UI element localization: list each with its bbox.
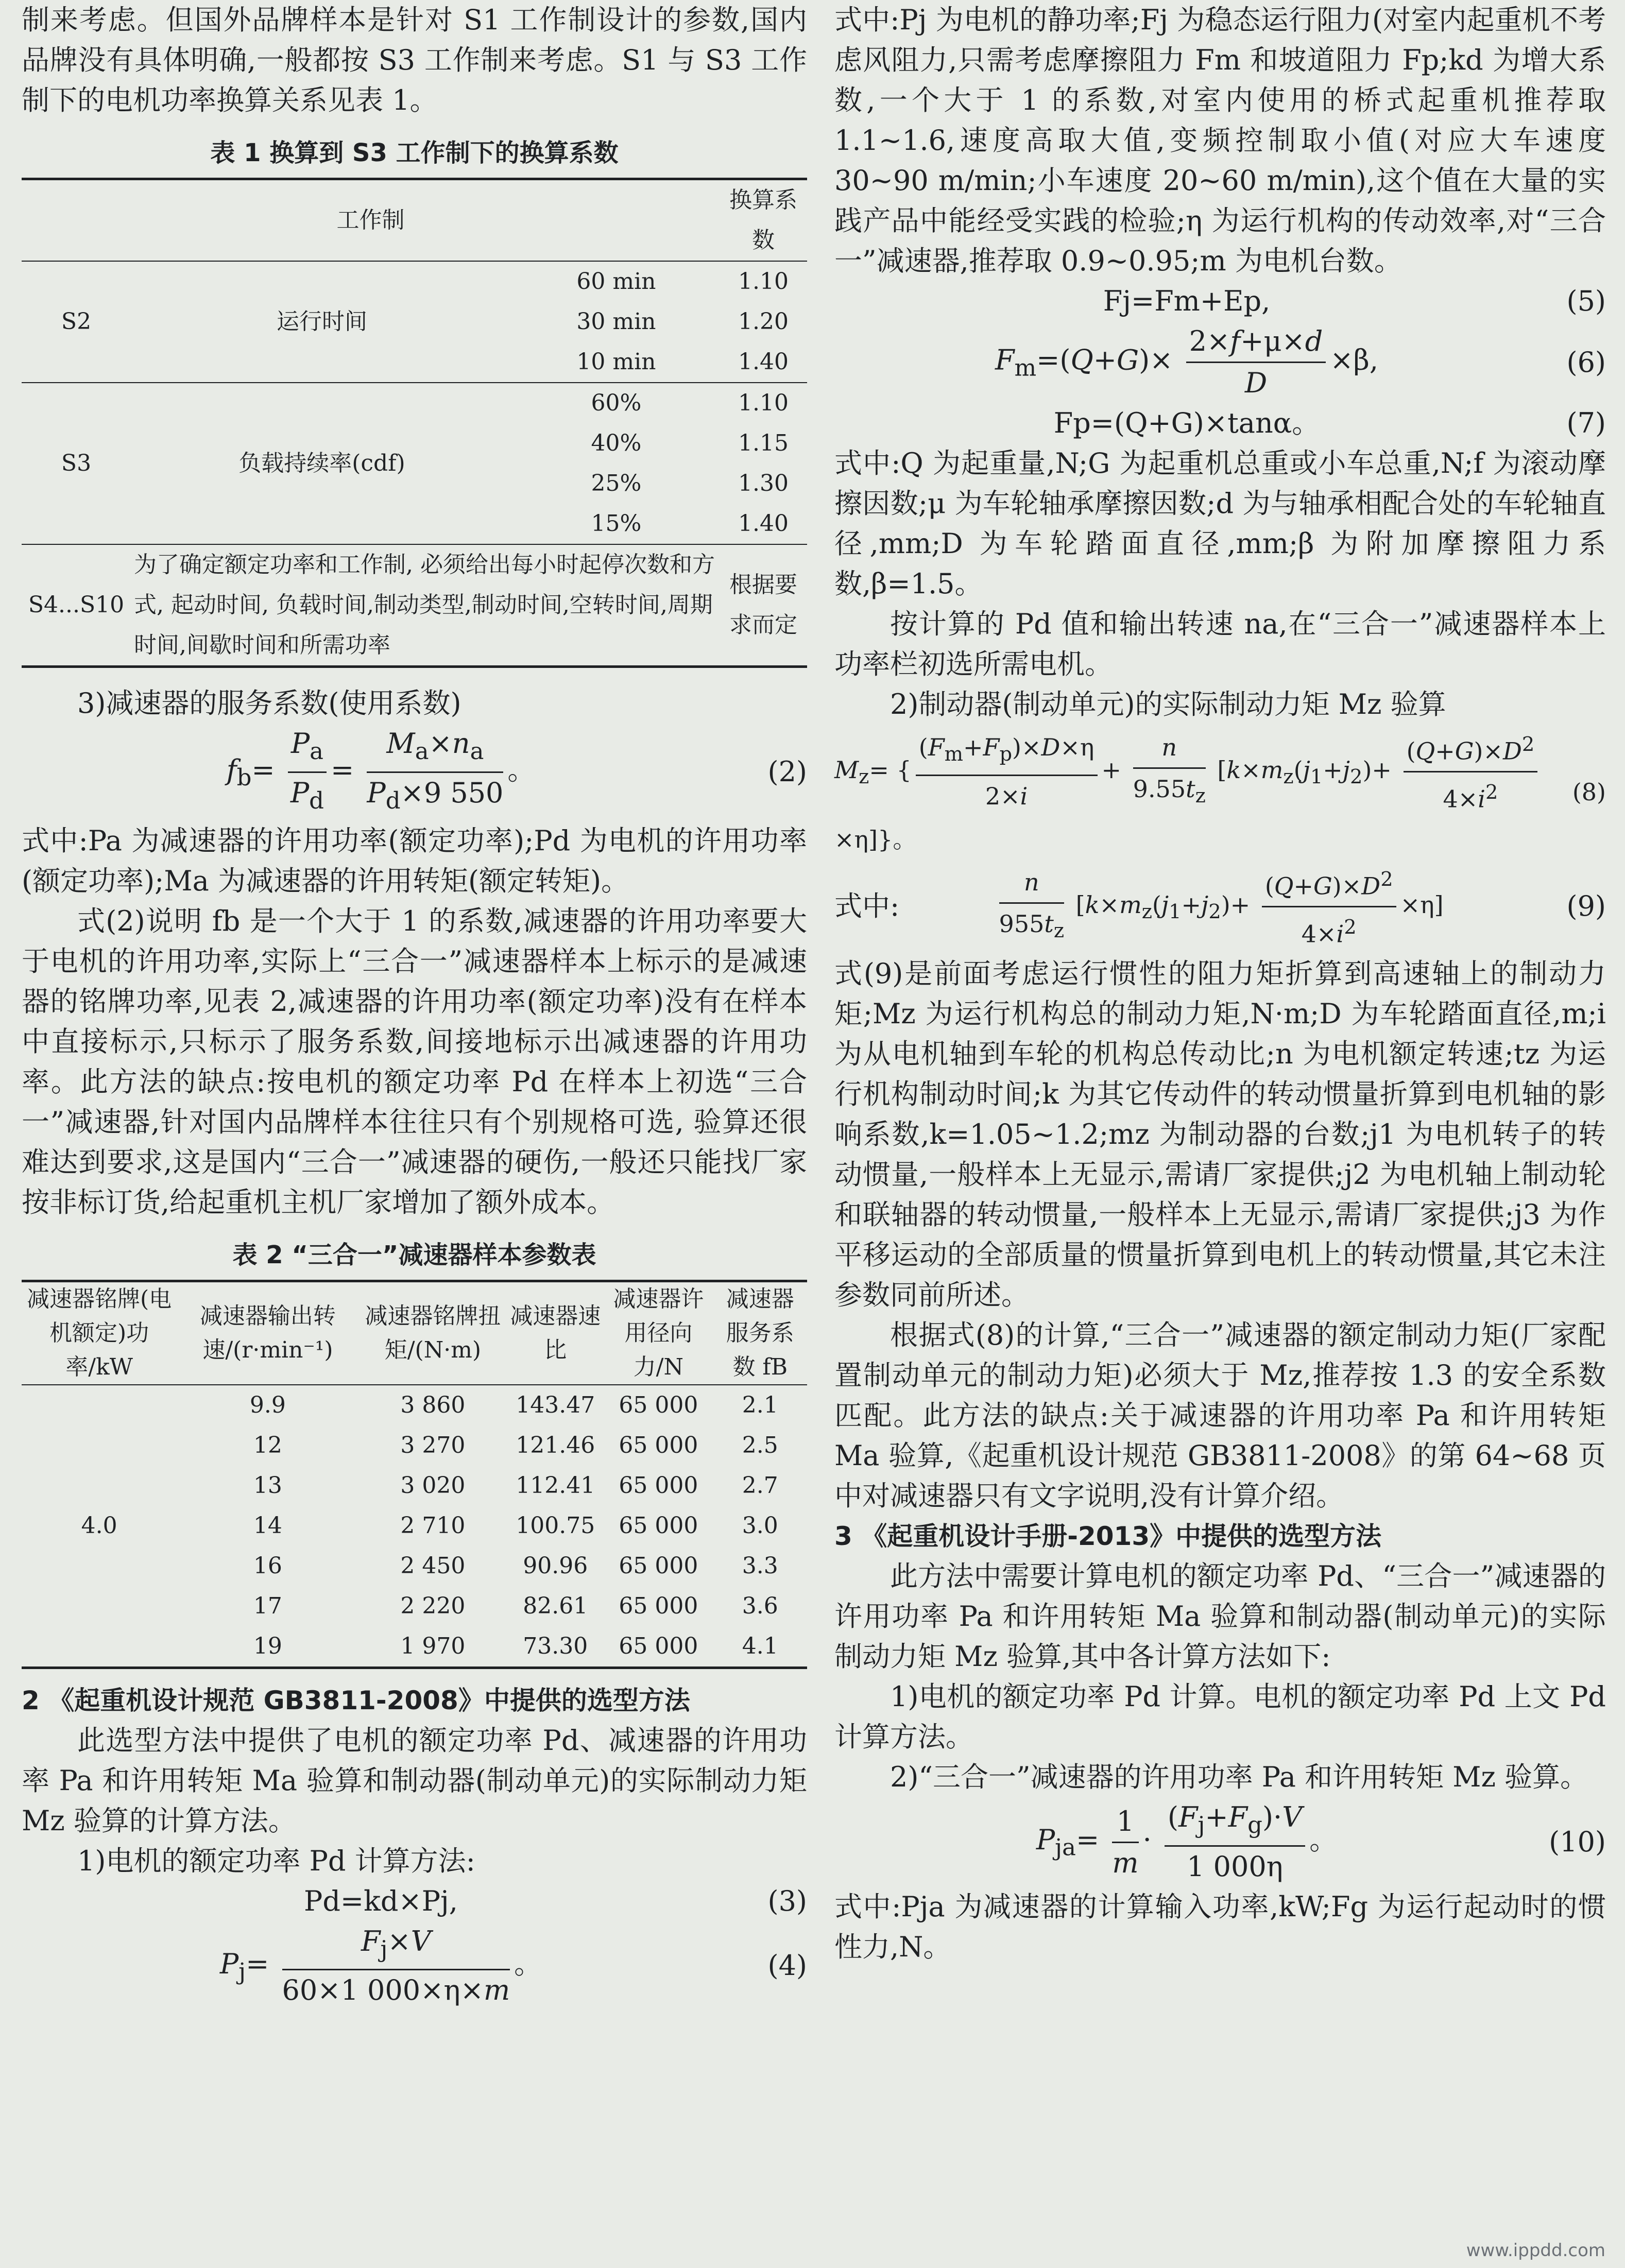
table2-cell: 4.1	[742, 1633, 778, 1659]
table1-head-factor: 换算系数	[720, 179, 807, 262]
table2-cell: 3.3	[742, 1552, 778, 1579]
equation-10-number: (10)	[1549, 1826, 1606, 1859]
equation-3-number: (3)	[767, 1884, 807, 1917]
table2-cell: 73.30	[523, 1633, 588, 1659]
table2-cell: 2 710	[400, 1512, 466, 1539]
equation-10: $P_{ja}=$ $\frac{1}{m}$ · $\frac{(F_j+F_g)\cdot V}{1 000\eta}$ 。 (10)	[834, 1797, 1606, 1887]
table2-cell: 65 000	[619, 1391, 698, 1418]
table2-cell: 65 000	[619, 1633, 698, 1659]
table1-factor: 1.30	[738, 470, 789, 496]
table1-condition: 60 min	[513, 261, 720, 302]
table2-cell: 65 000	[619, 1432, 698, 1458]
equation-8-number: (8)	[1572, 778, 1606, 806]
table1-factor: 1.10	[720, 383, 807, 423]
table2-cell: 100.75	[516, 1512, 595, 1539]
table2-cell: 16	[253, 1552, 282, 1579]
table1-group-label: S3	[22, 383, 131, 544]
equation-3	[22, 1881, 807, 1921]
table1-s4-factor: 根据要求而定	[720, 544, 807, 667]
equation-6: $F_m=(Q+G)\times$ $\frac{2\times f+\mu\times d}{D}$ ×β, (6)	[834, 321, 1606, 403]
table1-factor: 1.15	[738, 430, 789, 456]
table1-caption: 表 1 换算到 S3 工作制下的换算系数	[210, 139, 619, 167]
table2-cell: 2.5	[742, 1432, 778, 1458]
section3-step1: 1)电机的额定功率 Pd 计算。电机的额定功率 Pd 上文 Pd 计算方法。	[834, 1680, 1606, 1754]
equation-5-number: (5)	[1566, 285, 1606, 317]
fm-definition: 式中:Q 为起重量,N;G 为起重机总重或小车总重,N;f 为滚动摩擦因数;μ 为车轮轴承摩擦因数;d 为与轴承相配合处的车轮轴直径,mm;D 为车轮踏面直径,mm;β 为附加摩擦阻力系数,β=1.5。	[834, 447, 1606, 600]
table1-condition: 15%	[591, 510, 642, 537]
right-column	[834, 0, 1606, 1967]
table2-power: 4.0	[81, 1512, 117, 1539]
table2-cell: 3 020	[400, 1472, 466, 1499]
service-factor-heading: 3)减速器的服务系数(使用系数)	[77, 687, 461, 719]
table1-factor: 1.40	[738, 349, 789, 375]
equation-6-number: (6)	[1566, 346, 1606, 379]
eq2-explanation: 式(2)说明 fb 是一个大于 1 的系数,减速器的许用功率要大于电机的许用功率,实际上“三合一”减速器样本上标示的是减速器的铭牌功率,见表 2,减速器的许用功率(额定功率)没有在样本中直接标示,只标示了服务系数,间接地标示出减速器的许用功率。此方法的缺点:按电机的额定功率 Pd 在样本上初选“三合一”减速器,针对国内品牌样本往往只有个别规格可选, 验算还很难达到要求,这是国内“三合一”减速器的硬伤,一般还只能找厂家按非标订货,给起重机主机厂家增加了额外成本。	[22, 904, 807, 1218]
table2-cell: 13	[253, 1472, 282, 1499]
table1-head-mode: 工作制	[22, 179, 720, 262]
section2-paragraph: 此选型方法中提供了电机的额定功率 Pd、减速器的许用功率 Pa 和许用转矩 Ma 验算和制动器(制动单元)的实际制动力矩 Mz 验算的计算方法。	[22, 1724, 807, 1837]
table2-cell: 9.9	[249, 1391, 286, 1418]
table1-group-param: 运行时间	[131, 261, 513, 383]
table1-s4-desc: 为了确定额定功率和工作制, 必须给出每小时起停次数和方式, 起动时间, 负载时间,制动类型,制动时间,空转时间,周期时间,间歇时间和所需功率	[131, 544, 720, 667]
table2-cell: 19	[253, 1633, 282, 1659]
table2-cell: 3.6	[742, 1592, 778, 1619]
equation-7-number: (7)	[1566, 407, 1606, 439]
table1-factor: 1.20	[738, 308, 789, 335]
table1-condition: 40%	[591, 430, 642, 456]
table1-condition: 60%	[513, 383, 720, 423]
table1-condition: 25%	[591, 470, 642, 496]
equation-3-body: Pd=kd×Pj,	[304, 1884, 458, 1917]
table2-cell: 65 000	[619, 1512, 698, 1539]
table2-cell: 65 000	[619, 1552, 698, 1579]
table2-row	[22, 1385, 807, 1425]
table2-header: 减速器铭牌(电机额定)功率/kW	[22, 1281, 177, 1385]
table2-cell: 3 860	[400, 1391, 466, 1418]
equation-4: $P_j=$ $\frac{F_j\times V}{60\times 1 000\times\eta\times m}$ 。 (4)	[22, 1921, 807, 2011]
table2-cell: 82.61	[523, 1592, 588, 1619]
equation-4-number: (4)	[767, 1949, 807, 1982]
table2-cell: 2.7	[742, 1472, 778, 1499]
table2-cell: 143.47	[516, 1391, 595, 1418]
equation-2-number: (2)	[767, 755, 807, 788]
table1-condition: 30 min	[576, 308, 656, 335]
table2-cell: 17	[253, 1592, 282, 1619]
table1-row	[22, 261, 807, 302]
equation-7-body: Fp=(Q+G)×tanα。	[1053, 407, 1320, 439]
eq8-conclusion: 根据式(8)的计算,“三合一”减速器的额定制动力矩(厂家配置制动单元的制动力矩)必须大于 Mz,推荐按 1.3 的安全系数匹配。此方法的缺点:关于减速器的许用功率 Pa 和许用转矩 Ma 验算,《起重机设计规范 GB3811-2008》的第 64~68 页中对减速器只有文字说明,没有计算介绍。	[834, 1319, 1606, 1513]
table2-cell: 14	[253, 1512, 282, 1539]
table2-header: 减速器铭牌扭矩/(N·m)	[359, 1281, 507, 1385]
equation-9: 式中: $\frac{n}{955t_z}$ [$k\times m_z(j_1+j_2)+$ $\frac{(Q+G)\times D^2}{4\times i^2}$ ×η] (9)	[834, 860, 1606, 954]
eq2-definition: 式中:Pa 为减速器的许用功率(额定功率);Pd 为电机的许用功率(额定功率);Ma 为减速器的许用转矩(额定转矩)。	[22, 824, 807, 897]
table2-cell: 65 000	[619, 1472, 698, 1499]
equation-7	[834, 403, 1606, 443]
table2-cell: 3 270	[400, 1432, 466, 1458]
table1-factor: 1.40	[738, 510, 789, 537]
watermark: www.ippdd.com	[1466, 2240, 1605, 2261]
eq9-explanation: 式(9)是前面考虑运行惯性的阻力矩折算到高速轴上的制动力矩;Mz 为运行机构总的制动力矩,N·m;D 为车轮踏面直径,m;i 为从电机轴到车轮的机构总传动比;n 为电机额定转速;tz 为运行机构制动时间;k 为其它传动件的转动惯量折算到电机轴的影响系数,k=1.05~1.2;mz 为制动器的台数;j1 为电机转子的转动惯量,一般样本上无显示,需请厂家提供;j2 为电机轴上制动轮和联轴器的转动惯量,一般样本上无显示,需请厂家提供;j3 为作平移运动的全部质量的惯量折算到电机上的转动惯量,其它未注参数同前所述。	[834, 957, 1606, 1312]
left-column	[22, 0, 807, 2011]
table2-cell: 65 000	[619, 1592, 698, 1619]
pj-definition: 式中:Pj 为电机的静功率;Fj 为稳态运行阻力(对室内起重机不考虑风阻力,只需考虑摩擦阻力 Fm 和坡道阻力 Fp;kd 为增大系数,一个大于 1 的系数,对室内使用的桥式起重机推荐取 1.1~1.6,速度高取大值,变频控制取小值(对应大车速度 30~90 m/min;小车速度 20~60 m/min),这个值在大量的实践产品中能经受实践的检验;η 为运行机构的传动效率,对“三合一”减速器,推荐取 0.9~0.95;m 为电机台数。	[834, 4, 1606, 277]
table2-header: 减速器许用径向力/N	[604, 1281, 713, 1385]
equation-2: $f_b=$ $\frac{P_a}{P_d}$ = $\frac{M_a\times n_a}{P_d\times 9 550}$ 。 (2)	[22, 724, 807, 821]
table2-header: 减速器输出转速/(r·min⁻¹)	[177, 1281, 358, 1385]
table2-cell: 2 450	[400, 1552, 466, 1579]
initial-selection: 按计算的 Pd 值和输出转速 na,在“三合一”减速器样本上功率栏初选所需电机。	[834, 608, 1606, 680]
table1-row	[22, 383, 807, 423]
section3-title: 3 《起重机设计手册-2013》中提供的选型方法	[834, 1521, 1382, 1552]
section2-title: 2 《起重机设计规范 GB3811-2008》中提供的选型方法	[22, 1685, 690, 1715]
table2-cell: 112.41	[516, 1472, 595, 1499]
table2-cell: 90.96	[523, 1552, 588, 1579]
equation-5	[834, 281, 1606, 321]
pja-definition: 式中:Pja 为减速器的计算输入功率,kW;Fg 为运行起动时的惯性力,N。	[834, 1891, 1606, 1964]
table1-group-param: 负载持续率(cdf)	[131, 383, 513, 544]
table2-header: 减速器服务系数 fB	[713, 1281, 807, 1385]
section3-paragraph: 此方法中需要计算电机的额定功率 Pd、“三合一”减速器的许用功率 Pa 和许用转矩 Ma 验算和制动器(制动单元)的实际制动力矩 Mz 验算,其中各计算方法如下:	[834, 1560, 1606, 1673]
section3-step2: 2)“三合一”减速器的许用功率 Pa 和许用转矩 Mz 验算。	[890, 1761, 1588, 1794]
table2-cell: 2.1	[742, 1391, 778, 1418]
brake-check-heading: 2)制动器(制动单元)的实际制动力矩 Mz 验算	[890, 688, 1446, 720]
table1	[22, 178, 807, 668]
section2-step1: 1)电机的额定功率 Pd 计算方法:	[77, 1844, 475, 1877]
table2-header: 减速器速比	[507, 1281, 604, 1385]
table1-factor: 1.10	[720, 261, 807, 302]
table2-cell: 3.0	[742, 1512, 778, 1539]
table1-group-label: S2	[22, 261, 131, 383]
equation-9-number: (9)	[1566, 890, 1606, 923]
table2-cell: 12	[253, 1432, 282, 1458]
table2-cell: 1 970	[400, 1633, 466, 1659]
intro-paragraph: 制来考虑。但国外品牌样本是针对 S1 工作制设计的参数,国内品牌没有具体明确,一般都按 S3 工作制来考虑。S1 与 S3 工作制下的电机功率换算关系见表 1。	[22, 4, 807, 116]
table2-cell: 121.46	[516, 1432, 595, 1458]
equation-8: $M_z=$ { $\frac{(F_m+F_p)\times D\times\eta}{2\times i}$ + $\frac{n}{9.55t_z}$ [$k\times m_z(j_1+j_2)+$ $\frac{(Q+G)\times D^2}{4\times i^2}$ ×η]}。 (8)	[834, 725, 1606, 860]
table2	[22, 1280, 807, 1669]
table1-condition: 10 min	[576, 349, 656, 375]
table2-caption: 表 2 “三合一”减速器样本参数表	[232, 1240, 596, 1269]
equation-9-lead: 式中:	[834, 890, 900, 923]
table2-cell: 2 220	[400, 1592, 466, 1619]
table1-s4-label: S4...S10	[22, 544, 131, 667]
equation-5-body: Fj=Fm+Ep,	[1103, 285, 1271, 317]
